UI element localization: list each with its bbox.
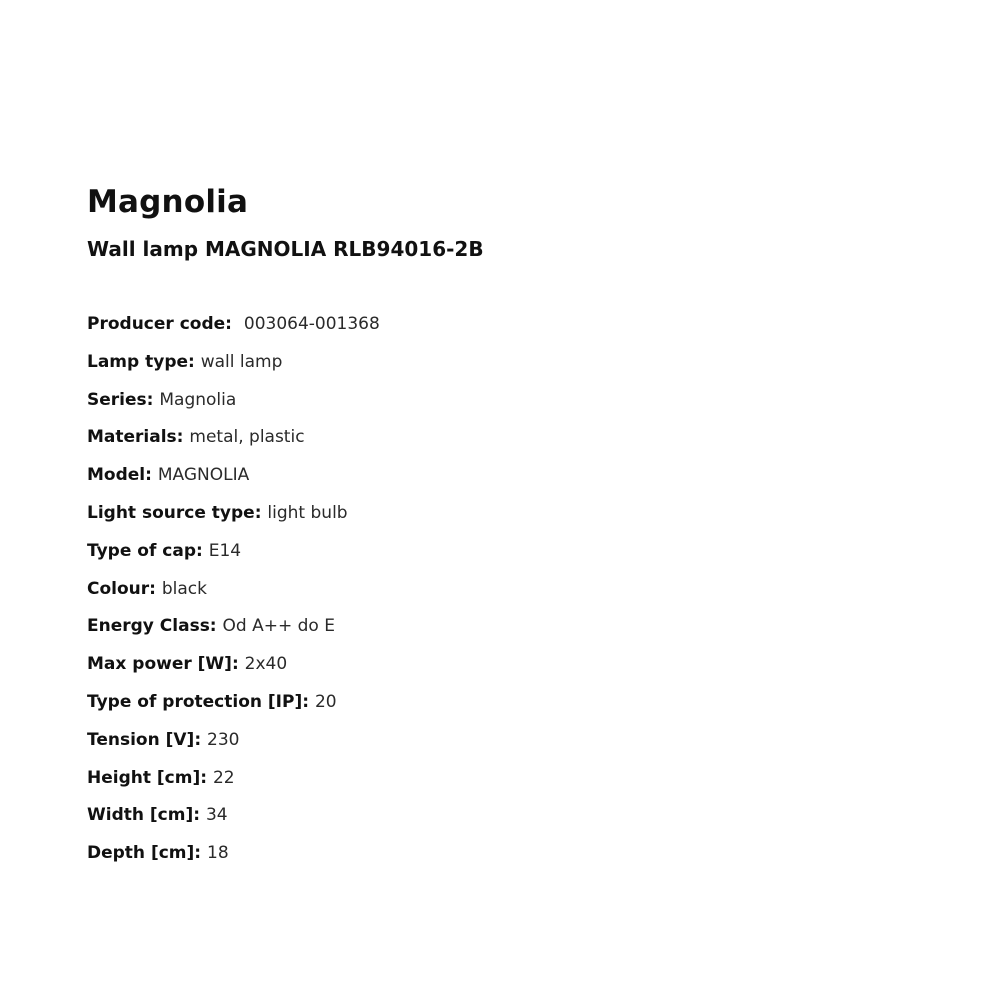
spec-label: Tension [V]: bbox=[87, 729, 208, 750]
spec-value: 003064-001368 bbox=[243, 314, 380, 334]
product-spec-sheet bbox=[87, 180, 947, 873]
spec-label: Depth [cm]: bbox=[87, 843, 208, 864]
spec-row-series bbox=[87, 382, 947, 420]
spec-value: 22 bbox=[212, 767, 235, 788]
spec-row-materials bbox=[87, 419, 947, 457]
spec-label: Materials: bbox=[87, 427, 190, 448]
spec-row-lamp-type bbox=[87, 344, 947, 382]
product-name: Wall lamp MAGNOLIA RLB94016-2B bbox=[87, 237, 484, 261]
spec-row-model bbox=[87, 457, 947, 495]
spec-label: Series: bbox=[87, 389, 160, 410]
spec-value: E14 bbox=[208, 540, 242, 561]
spec-list bbox=[87, 306, 947, 873]
spec-value: metal, plastic bbox=[189, 427, 305, 448]
spec-label: Model: bbox=[87, 465, 158, 486]
spec-row-type-of-cap bbox=[87, 533, 947, 571]
spec-label: Light source type: bbox=[87, 502, 268, 523]
spec-row-energy-class bbox=[87, 608, 947, 646]
spec-row-tension bbox=[87, 722, 947, 760]
spec-row-colour bbox=[87, 571, 947, 609]
spec-label: Width [cm]: bbox=[87, 805, 206, 826]
spec-row-height bbox=[87, 760, 947, 798]
spec-row-light-source-type bbox=[87, 495, 947, 533]
spec-value: 2x40 bbox=[244, 654, 288, 675]
spec-row-width bbox=[87, 797, 947, 835]
spec-value: 34 bbox=[205, 805, 228, 826]
spec-row-type-of-protection bbox=[87, 684, 947, 722]
spec-row-depth bbox=[87, 835, 947, 873]
spec-label: Energy Class: bbox=[87, 616, 223, 637]
spec-value: black bbox=[161, 578, 207, 599]
product-series-title: Magnolia bbox=[87, 184, 249, 220]
spec-value: MAGNOLIA bbox=[157, 465, 250, 486]
spec-label: Producer code: bbox=[87, 314, 238, 334]
spec-label: Max power [W]: bbox=[87, 654, 245, 675]
spec-row-producer-code bbox=[87, 306, 947, 344]
spec-value: Magnolia bbox=[159, 389, 237, 410]
spec-label: Height [cm]: bbox=[87, 767, 213, 788]
spec-label: Type of cap: bbox=[87, 540, 209, 561]
spec-label: Lamp type: bbox=[87, 351, 201, 372]
spec-label: Type of protection [IP]: bbox=[87, 691, 315, 712]
spec-value: light bulb bbox=[267, 502, 348, 523]
spec-value: wall lamp bbox=[200, 351, 283, 372]
spec-value: 230 bbox=[207, 729, 240, 750]
spec-value: 20 bbox=[314, 691, 337, 712]
spec-value: Od A++ do E bbox=[222, 616, 335, 637]
spec-label: Colour: bbox=[87, 578, 162, 599]
spec-value: 18 bbox=[207, 843, 229, 864]
spec-row-max-power bbox=[87, 646, 947, 684]
